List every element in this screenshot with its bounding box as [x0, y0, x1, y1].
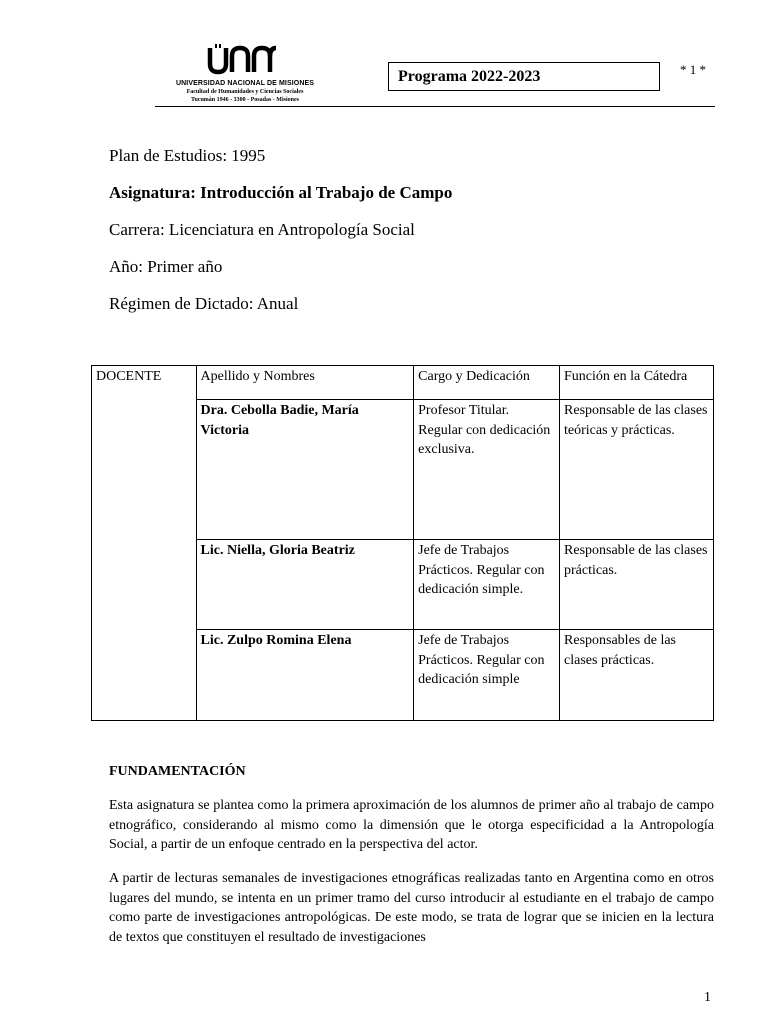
staff-name: Dra. Cebolla Badie, María Victoria [196, 400, 414, 540]
asignatura: Asignatura: Introducción al Trabajo de Campo [109, 183, 453, 202]
header-cargo: Cargo y Dedicación [414, 366, 560, 400]
staff-name: Lic. Niella, Gloria Beatriz [196, 540, 414, 630]
staff-funcion: Responsable de las clases teóricas y prácticas. [560, 400, 714, 540]
table-header-row [92, 366, 714, 400]
staff-cargo: Profesor Titular. Regular con dedicación exclusiva. [414, 400, 560, 540]
university-address: Tucumán 1946 - 3300 - Posadas - Misiones [191, 97, 299, 103]
staff-cargo: Jefe de Trabajos Prácticos. Regular con dedicación simple [414, 630, 560, 721]
regimen-dictado: Régimen de Dictado: Anual [109, 294, 299, 313]
header-divider [155, 106, 715, 107]
university-name: UNIVERSIDAD NACIONAL DE MISIONES [175, 80, 315, 87]
university-logo [205, 44, 283, 76]
staff-name: Lic. Zulpo Romina Elena [196, 630, 414, 721]
section-title-fundamentacion: FUNDAMENTACIÓN [109, 764, 246, 779]
header-funcion: Función en la Cátedra [560, 366, 714, 400]
staff-table [91, 365, 714, 721]
header-apellido: Apellido y Nombres [196, 366, 414, 400]
paragraph: A partir de lecturas semanales de investigaciones etnográficas realizadas tanto en Argentina como en otros lugares del mundo, se intenta en un primer tramo del curso introducir al estudiante en el trabajo de campo como parte de investigaciones antropológicas. De este modo, se trata de lograr que se inicien en la lectura de textos que constituyen el resultado de investigaciones [109, 871, 714, 945]
paragraph: Esta asignatura se plantea como la primera aproximación de los alumnos de primer año al trabajo de campo etnográfico, considerando al mismo como la dimensión que le otorga especificidad a la Antropología Social, a partir de un enfoque centrado en la perspectiva del actor. [109, 798, 714, 852]
docente-cell: DOCENTE [92, 366, 197, 721]
anio: Año: Primer año [109, 257, 223, 276]
faculty-name: Facultad de Humanidades y Ciencias Sociales [186, 89, 304, 95]
page-marker: * 1 * [680, 62, 706, 77]
carrera: Carrera: Licenciatura en Antropología Social [109, 220, 415, 239]
program-title: Programa 2022-2023 [398, 68, 541, 85]
page-number: 1 [704, 990, 711, 1005]
plan-estudios: Plan de Estudios: 1995 [109, 146, 266, 165]
staff-funcion: Responsable de las clases prácticas. [560, 540, 714, 630]
staff-funcion: Responsables de las clases prácticas. [560, 630, 714, 721]
staff-cargo: Jefe de Trabajos Prácticos. Regular con dedicación simple. [414, 540, 560, 630]
